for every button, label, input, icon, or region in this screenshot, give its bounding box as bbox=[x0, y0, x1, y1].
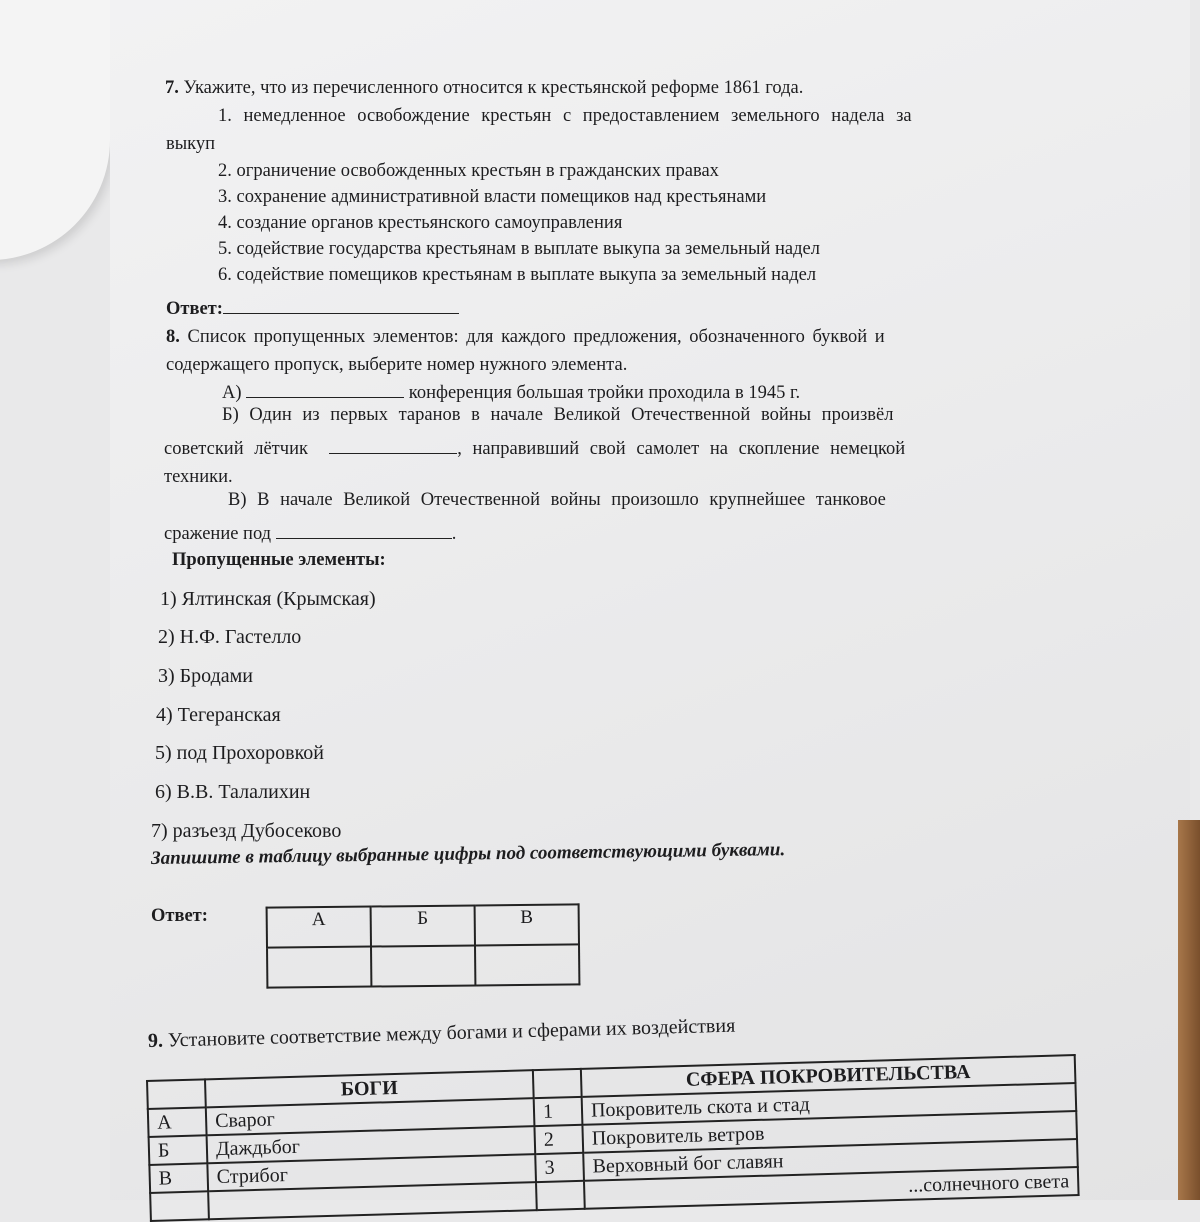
q8-elements-title: Пропущенные элементы: bbox=[172, 550, 386, 570]
q7-text: Укажите, что из перечисленного относится к крестьянской реформе 1861 года. bbox=[183, 78, 804, 98]
sphere-number: 3 bbox=[535, 1153, 584, 1182]
q8-item-v-2 bbox=[164, 522, 456, 545]
q9-number: 9. bbox=[147, 1029, 164, 1052]
q8-item-v: В) В начале Великой Отечественной войны произошло крупнейшее танковое bbox=[228, 490, 886, 510]
q8-answer-table bbox=[266, 903, 581, 988]
god-letter: А bbox=[148, 1107, 207, 1137]
q8-a-blank[interactable] bbox=[246, 381, 404, 398]
q8-element: 1) Ялтинская (Крымская) bbox=[160, 588, 376, 610]
q8-answer-label: Ответ: bbox=[151, 906, 208, 926]
q9-text: Установите соответствие между богами и сферами их воздействия bbox=[167, 1014, 736, 1052]
god-letter: В bbox=[149, 1163, 208, 1193]
q8-element: 7) разъезд Дубосеково bbox=[151, 820, 342, 842]
answer-cell-b[interactable] bbox=[371, 945, 475, 986]
god-name: Стрибог bbox=[207, 1154, 536, 1191]
q7-option: 3. сохранение административной власти помещиков над крестьянами bbox=[218, 187, 767, 207]
q8-item-a bbox=[222, 381, 800, 404]
q7-option: 6. содействие помещиков крестьянам в выплате выкупа за земельный надел bbox=[218, 265, 817, 285]
answer-header-v: В bbox=[475, 904, 579, 945]
sphere-text: Покровитель скота и стад bbox=[582, 1083, 1077, 1125]
q8-element: 3) Бродами bbox=[158, 665, 253, 687]
god-name: Даждьбог bbox=[207, 1126, 536, 1163]
q8-question bbox=[166, 327, 885, 348]
god-letter: Б bbox=[149, 1135, 208, 1165]
q7-question bbox=[165, 78, 803, 99]
q8-item-b-3: техники. bbox=[164, 467, 233, 487]
q8-element: 6) В.В. Талалихин bbox=[155, 781, 311, 803]
q7-option: выкуп bbox=[166, 134, 216, 154]
q9-header-spheres: СФЕРА ПОКРОВИТЕЛЬСТВА bbox=[581, 1055, 1076, 1097]
answer-cell-a[interactable] bbox=[267, 947, 371, 988]
sphere-number: 2 bbox=[534, 1125, 583, 1154]
q8-number: 8. bbox=[166, 327, 180, 347]
q8-a-text: конференция большая тройки проходила в 1945 г. bbox=[408, 383, 801, 403]
q7-answer-label bbox=[166, 297, 459, 320]
sphere-text: Покровитель ветров bbox=[582, 1111, 1077, 1153]
sphere-text: ...солнечного света bbox=[584, 1167, 1079, 1209]
q8-v-text: сражение под bbox=[164, 524, 272, 544]
god-letter bbox=[150, 1191, 209, 1221]
q7-number: 7. bbox=[165, 78, 179, 98]
answer-cell-v[interactable] bbox=[475, 944, 579, 985]
q8-v-end: . bbox=[451, 524, 457, 544]
answer-header-a: А bbox=[267, 907, 371, 948]
sphere-number: 1 bbox=[534, 1097, 583, 1126]
sphere-text: Верховный бог славян bbox=[583, 1139, 1078, 1181]
q8-element: 4) Тегеранская bbox=[156, 704, 281, 726]
q7-option: 2. ограничение освобожденных крестьян в гражданских правах bbox=[218, 161, 719, 181]
q8-b-text: советский лётчик bbox=[164, 439, 308, 459]
q8-item-b-2 bbox=[164, 437, 905, 460]
q8-instruction: Запишите в таблицу выбранные цифры под соответствующими буквами. bbox=[150, 839, 786, 869]
q7-option: 1. немедленное освобождение крестьян с предоставлением земельного надела за bbox=[218, 106, 912, 126]
sphere-number bbox=[536, 1181, 585, 1210]
q8-a-prefix: А) bbox=[222, 383, 242, 403]
q9-header-empty bbox=[147, 1079, 206, 1109]
god-name: Сварог bbox=[206, 1098, 535, 1135]
q8-element: 5) под Прохоровкой bbox=[155, 742, 324, 764]
q7-answer-text: Ответ: bbox=[166, 299, 223, 319]
q7-option: 5. содействие государства крестьянам в выплате выкупа за земельный надел bbox=[218, 239, 820, 259]
q9-header-empty2 bbox=[533, 1069, 582, 1098]
q7-option: 4. создание органов крестьянского самоуправления bbox=[218, 213, 623, 233]
q8-question-2: содержащего пропуск, выберите номер нужного элемента. bbox=[166, 355, 628, 375]
desk-edge bbox=[1178, 820, 1200, 1200]
q8-b-text2: , направивший свой самолет на скопление немецкой bbox=[457, 439, 906, 459]
q8-item-b: Б) Один из первых таранов в начале Великой Отечественной войны произвёл bbox=[222, 405, 894, 425]
background-sheet bbox=[0, 0, 110, 260]
answer-header-b: Б bbox=[371, 905, 475, 946]
q8-v-blank[interactable] bbox=[276, 522, 452, 539]
q8-b-blank[interactable] bbox=[329, 437, 457, 454]
q7-answer-blank[interactable] bbox=[223, 297, 459, 314]
q8-text: Список пропущенных элементов: для каждого предложения, обозначенного буквой и bbox=[187, 327, 885, 347]
q8-element: 2) Н.Ф. Гастелло bbox=[158, 626, 302, 648]
q9-table bbox=[146, 1054, 1080, 1222]
q9-header-gods: БОГИ bbox=[205, 1070, 534, 1107]
